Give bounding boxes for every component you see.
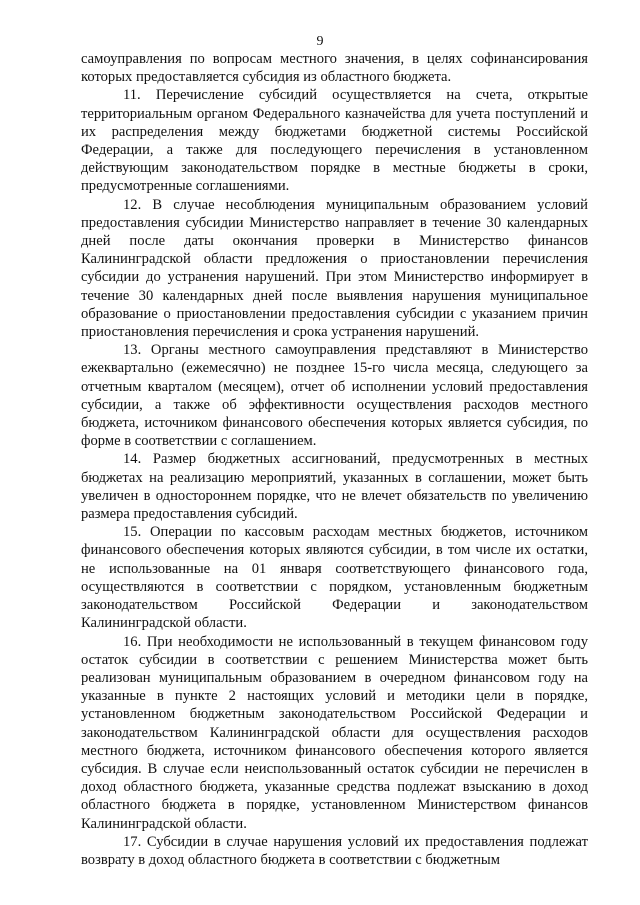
paragraph-11: 11. Перечисление субсидий осуществляется на счета, открытые территориальным органом Федерального казначейства для учета поступлений и их распределения между бюджетами бюджетной системы Российской Федерации, а также для последующего перечисления в установленном действующим законодательством порядке в местные бюджеты в сроки, предусмотренные соглашениями. [81, 87, 588, 195]
page-number: 9 [316, 34, 324, 49]
paragraph-16: 16. При необходимости не использованный в текущем финансовом году остаток субсидии в соответствии с решением Министерства может быть реализован муниципальным образованием в очередном финансовом году на указанные в пункте 2 настоящих условий и методики цели в порядке, установленном бюджетным законодательством Российской Федерации и законодательством Калининградской области для осуществления расходов местного бюджета, источником финансового обеспечения которого является субсидия. В случае если неиспользованный остаток субсидии не перечислен в доход областного бюджета, указанные средства подлежат взысканию в доход областного бюджета в порядке, установленном Министерством финансов Калининградской области. [81, 633, 588, 832]
paragraph-12: 12. В случае несоблюдения муниципальным образованием условий предоставления субсидии Министерство направляет в течение 30 календарных дней после даты окончания проверки в Министерство финансов Калининградской области предложения о приостановлении перечисления субсидии до устранения нарушений. При этом Министерство информирует в течение 30 календарных дней после выявления нарушения муниципальное образование о приостановлении предоставления субсидии с указанием причин приостановления перечисления и срока устранения нарушений. [81, 196, 588, 341]
paragraph-14: 14. Размер бюджетных ассигнований, предусмотренных в местных бюджетах на реализацию мероприятий, указанных в соглашении, может быть увеличен в одностороннем порядке, что не влечет обязательств по увеличению размера предоставления субсидий. [81, 451, 588, 523]
paragraph-13: 13. Органы местного самоуправления представляют в Министерство ежеквартально (ежемесячно) не позднее 15-го числа месяца, следующего за отчетным кварталом (месяцем), отчет об исполнении условий предоставления субсидии, а также об эффективности осуществления расходов местного бюджета, источником финансового обеспечения которых является субсидия, по форме в соответствии с соглашением. [81, 342, 588, 450]
document-body [81, 50, 588, 869]
paragraph-17: 17. Субсидии в случае нарушения условий их предоставления подлежат возврату в доход областного бюджета в соответствии с бюджетным [81, 833, 588, 868]
paragraph-15: 15. Операции по кассовым расходам местных бюджетов, источником финансового обеспечения которых являются субсидии, в том числе их остатки, не использованные на 01 января соответствующего финансового года, осуществляются в соответствии с порядком, установленным бюджетным законодательством Российской Федерации и законодательством Калининградской области. [81, 524, 588, 632]
paragraph-continuation: самоуправления по вопросам местного значения, в целях софинансирования которых предоставляется субсидия из областного бюджета. [81, 51, 588, 86]
